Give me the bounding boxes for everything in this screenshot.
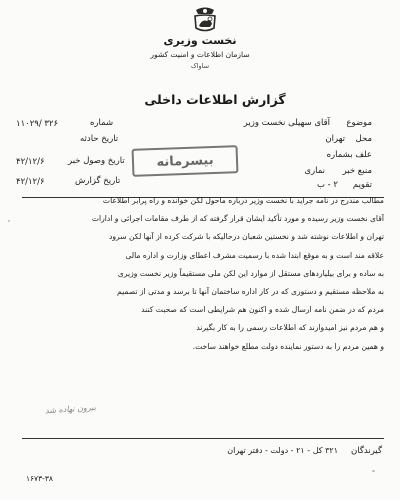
footer-divider — [22, 438, 384, 439]
lion-and-sun-emblem-icon — [190, 6, 220, 34]
place-label: محل — [355, 134, 372, 144]
body-line: مطالب مندرج در نامه جراید با نخست وزیر درباره ماحول لکن خوانده و راه پرابر اطلاعات — [102, 196, 384, 205]
organization-name: سازمان اطلاعات و امنیت کشور — [150, 50, 250, 59]
body-line: به ملاحظه مستقیم و دستوری که در کار اداره ساختمان آنها تا برسد و مدتی از تصمیم — [117, 286, 384, 296]
subject-label: موضوع — [346, 118, 372, 128]
body-line: آقای نخست وزیر رسیده و مورد تأکید ایشان قرار گرفته که از طرف مقامات اجرائی و ادارات — [91, 214, 384, 224]
evaluation-value: ۲ - ب — [316, 180, 338, 190]
evaluation-label: تقویم — [352, 180, 372, 190]
subject-value: آقای سهیلی نخست وزیر — [243, 118, 330, 128]
body-line: تهران و اطلاعات نوشته شد و نخستین شعبان درحالیکه با شرکت کرده از آنها لکن سرود — [108, 232, 384, 242]
source-value: نماری — [304, 166, 325, 176]
number-value: ۱۱۰۲۹/ ۳۲۶ — [16, 119, 59, 129]
form-code: ۱۶۷۳-۳۸ — [26, 474, 53, 483]
event-date-label: تاریخ حادثه — [80, 134, 119, 144]
body-line: علاقه مند است و به موقع ابتدا شده با رسمیت مشرف اعطای وزارت و اداره مالی — [125, 250, 384, 260]
scan-speck — [8, 220, 10, 222]
body-line: به ساده و برای بیلیاردهای مستقل از موارد این لکن ملی مستقیماً وزیر نخست وزیری — [117, 268, 384, 278]
recipients-label: گیرندگان — [350, 446, 382, 456]
confidential-stamp: بیسرمانه — [132, 145, 239, 177]
ministry-name: نخست وزیری — [163, 34, 237, 47]
report-date-value: ۴۲/۱۲/۶ — [16, 177, 45, 187]
recipients-value: ۳۲۱ کل - ۲۱ - دولت - دفتر تهران — [227, 446, 338, 455]
source-label: منبع خبر — [342, 166, 372, 176]
organization-abbr: ساواک — [190, 62, 210, 70]
report-body — [22, 192, 384, 356]
handwritten-margin-note: بیرون نهاده شد — [44, 402, 97, 416]
body-line: و همین مردم را به دستور نماینده دولت مطلع خواهند ساخت. — [192, 341, 384, 351]
body-line: مردم که در ضمن نامه ارسال شده و اکنون هم شرایطی است که صحبت کنند — [141, 305, 384, 315]
number-label: شماره — [90, 118, 114, 128]
code-label: علف بشماره — [326, 150, 372, 160]
place-value: تهران — [325, 134, 345, 144]
page-title: گزارش اطلاعات داخلی — [144, 92, 286, 107]
scan-speck — [372, 470, 375, 472]
receive-date-value: ۴۲/۱۲/۶ — [16, 157, 45, 167]
report-date-label: تاریخ گزارش — [75, 176, 121, 186]
body-line: و هم مردم نیز امیدوارند که اطلاعات رسمی را به کار بگیرند — [196, 323, 384, 333]
receive-date-label: تاریخ وصول خبر — [68, 156, 125, 166]
